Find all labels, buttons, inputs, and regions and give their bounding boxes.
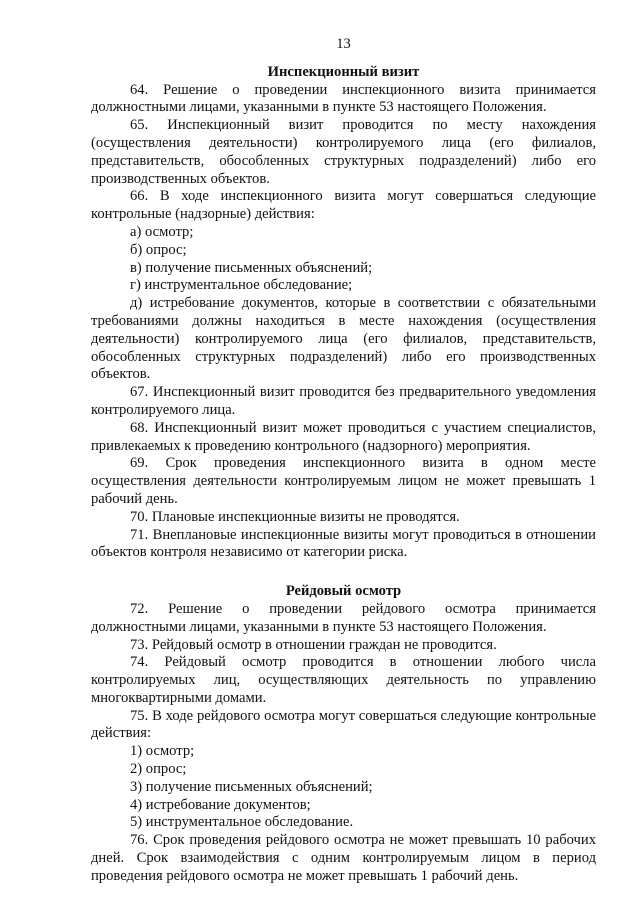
paragraph-70: 70. Плановые инспекционные визиты не проводятся. [130, 508, 460, 525]
paragraph-68: 68. Инспекционный визит может проводиться с участием специалистов, привлекаемых к проведению контрольного (надзорного) мероприятия. [91, 419, 596, 454]
paragraph-69: 69. Срок проведения инспекционного визита в одном месте осуществления деятельности контролируемым лицом не может превышать 1 рабочий день. [91, 455, 596, 507]
list-item: д) истребование документов, которые в соответствии с обязательными требованиями должны находиться в месте нахождения (осуществления деятельности) контролируемого лица (его филиалов, представительств, обособленных структурных подразделений) либо его производственных объектов. [91, 295, 596, 383]
paragraph-65: 65. Инспекционный визит проводится по месту нахождения (осуществления деятельности) контролируемого лица (его филиалов, представительств, обособленных структурных подразделений) либо его производственных объектов. [91, 117, 596, 187]
section-heading: Инспекционный визит [267, 63, 420, 80]
list-item: г) инструментальное обследование; [130, 277, 353, 294]
section-raid-inspection [91, 583, 596, 886]
section-heading: Рейдовый осмотр [285, 583, 402, 600]
list-item: б) опрос; [130, 241, 187, 258]
section-inspection-visit [91, 64, 596, 562]
page-number: 13 [336, 36, 351, 52]
paragraph-66: 66. В ходе инспекционного визита могут совершаться следующие контрольные (надзорные) действия: [91, 188, 596, 223]
list-item: а) осмотр; [130, 223, 194, 240]
paragraph-71: 71. Внеплановые инспекционные визиты могут проводиться в отношении объектов контроля независимо от категории риска. [91, 526, 596, 561]
list-item: 1) осмотр; [130, 743, 195, 760]
paragraph-64: 64. Решение о проведении инспекционного визита принимается должностными лицами, указанными в пункте 53 настоящего Положения. [91, 81, 596, 116]
list-item: 5) инструментальное обследование. [130, 814, 354, 831]
list-item: 2) опрос; [130, 761, 187, 778]
paragraph-74: 74. Рейдовый осмотр проводится в отношении любого числа контролируемых лиц, осуществляющих деятельность по управлению многоквартирными домами. [91, 654, 596, 706]
paragraph-75: 75. В ходе рейдового осмотра могут совершаться следующие контрольные действия: [91, 707, 596, 742]
list-item: 3) получение письменных объяснений; [130, 778, 373, 795]
paragraph-72: 72. Решение о проведении рейдового осмотра принимается должностными лицами, указанными в пункте 53 настоящего Положения. [91, 600, 596, 635]
list-item: 4) истребование документов; [130, 796, 311, 813]
paragraph-73: 73. Рейдовый осмотр в отношении граждан не проводится. [130, 636, 497, 653]
paragraph-76: 76. Срок проведения рейдового осмотра не может превышать 10 рабочих дней. Срок взаимодействия с одним контролируемым лицом в период проведения рейдового осмотра не может превышать 1 рабочий день. [91, 832, 596, 884]
list-item: в) получение письменных объяснений; [130, 259, 373, 276]
paragraph-67: 67. Инспекционный визит проводится без предварительного уведомления контролируемого лица. [91, 384, 596, 418]
